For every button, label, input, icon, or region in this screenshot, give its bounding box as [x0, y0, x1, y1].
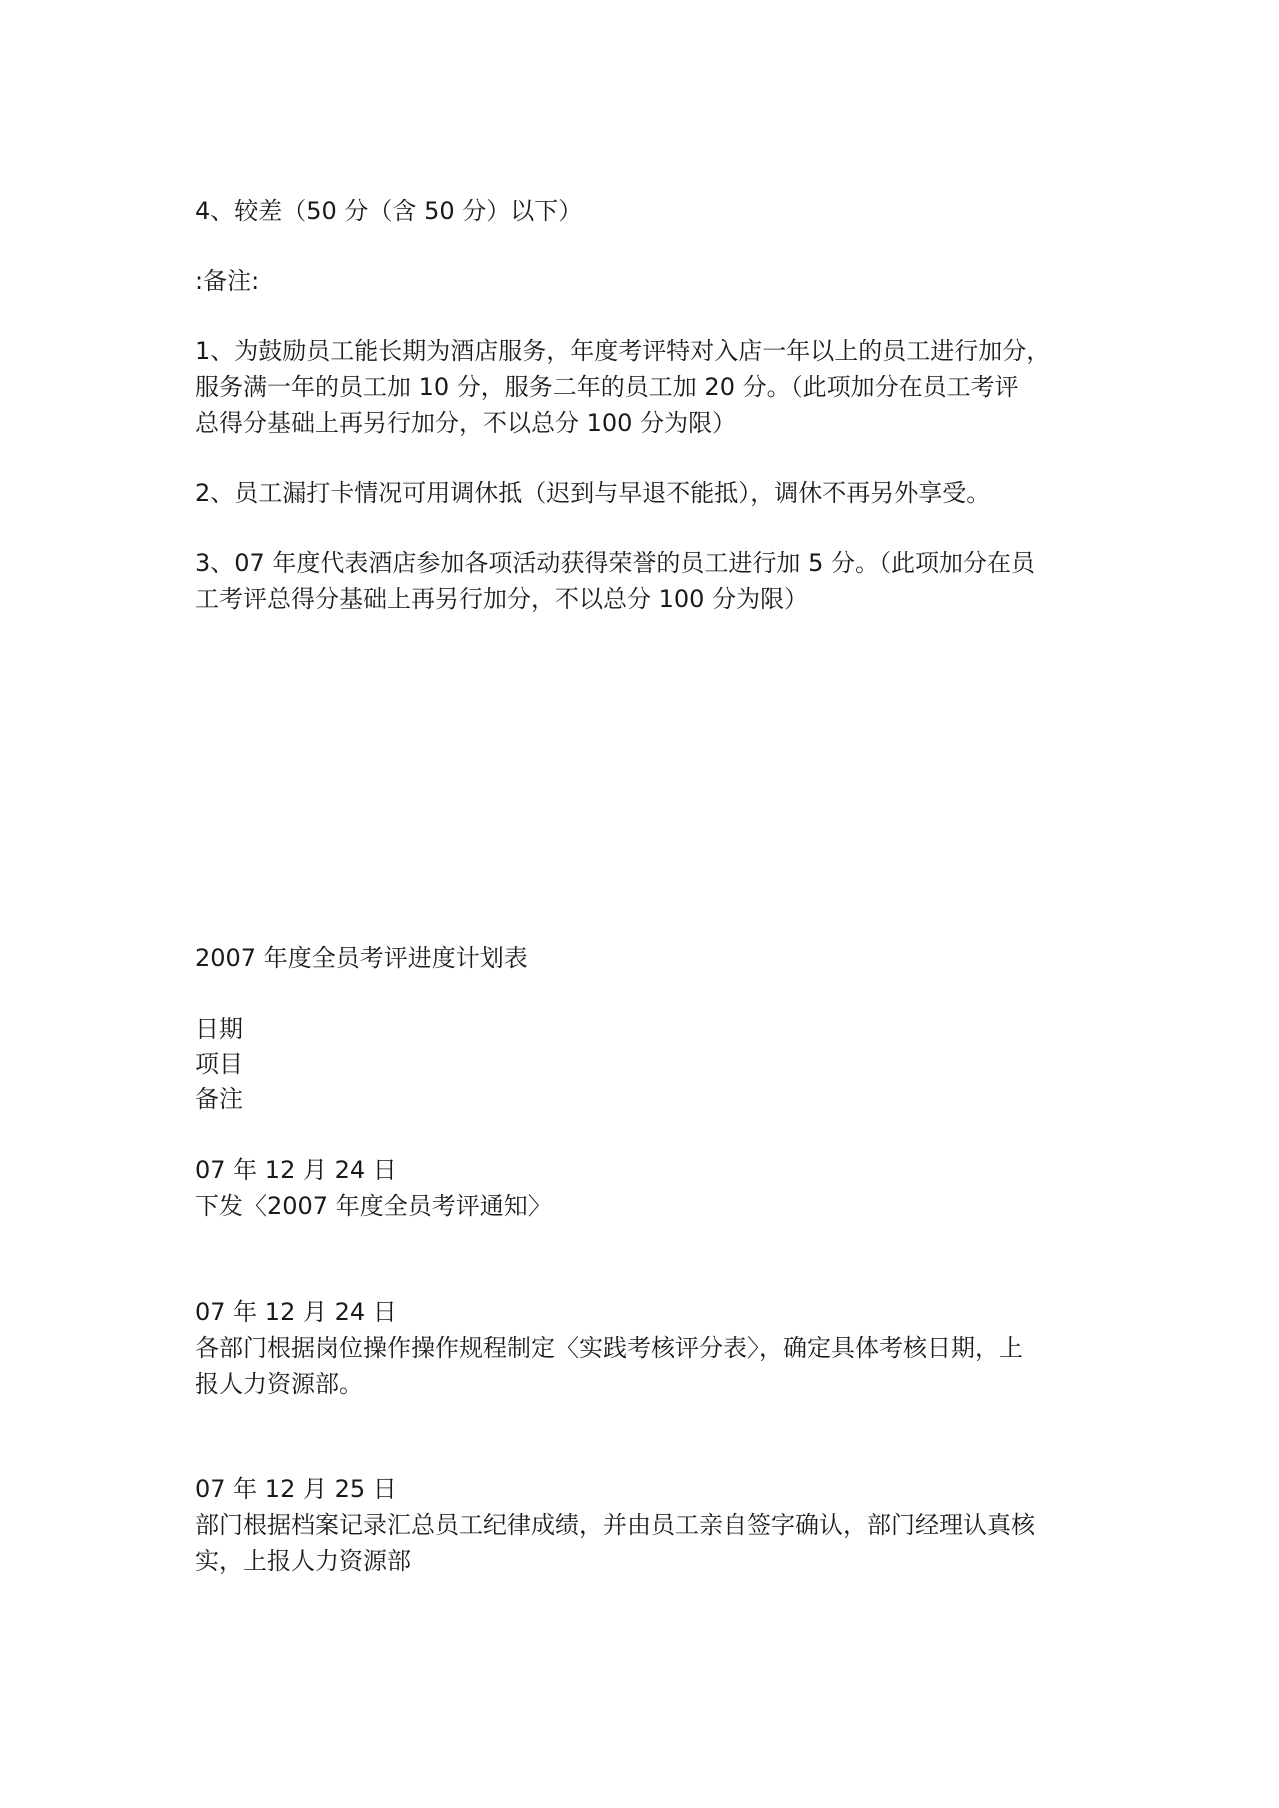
schedule-header-item: 项目: [195, 1050, 243, 1078]
remarks-heading: :备注:: [195, 267, 260, 295]
schedule-row-2-date: 07 年 12 月 24 日: [195, 1298, 397, 1326]
grade-4-line: 4、较差（50 分（含 50 分）以下）: [195, 197, 583, 225]
note-3-line-1: 3、07 年度代表酒店参加各项活动获得荣誉的员工进行加 5 分。（此项加分在员: [195, 549, 1035, 577]
schedule-row-2-item-line-2: 报人力资源部。: [195, 1370, 363, 1398]
schedule-row-1-item: 下发〈2007 年度全员考评通知〉: [195, 1192, 552, 1220]
note-1-line-1: 1、为鼓励员工能长期为酒店服务，年度考评特对入店一年以上的员工进行加分，: [195, 337, 1051, 365]
schedule-row-2-item-line-1: 各部门根据岗位操作操作规程制定〈实践考核评分表〉，确定具体考核日期，上: [195, 1334, 1023, 1362]
schedule-header-note: 备注: [195, 1085, 243, 1113]
note-2-line: 2、员工漏打卡情况可用调休抵（迟到与早退不能抵），调休不再另外享受。: [195, 479, 991, 507]
schedule-row-3-item-line-1: 部门根据档案记录汇总员工纪律成绩，并由员工亲自签字确认，部门经理认真核: [195, 1511, 1035, 1539]
note-3-line-2: 工考评总得分基础上再另行加分，不以总分 100 分为限）: [195, 585, 809, 613]
note-1-line-2: 服务满一年的员工加 10 分，服务二年的员工加 20 分。（此项加分在员工考评: [195, 373, 1019, 401]
schedule-row-3-item-line-2: 实，上报人力资源部: [195, 1547, 411, 1575]
schedule-header-date: 日期: [195, 1015, 243, 1043]
schedule-row-1-date: 07 年 12 月 24 日: [195, 1156, 397, 1184]
note-1-line-3: 总得分基础上再另行加分，不以总分 100 分为限）: [195, 409, 737, 437]
schedule-title: 2007 年度全员考评进度计划表: [195, 944, 528, 972]
schedule-row-3-date: 07 年 12 月 25 日: [195, 1475, 397, 1503]
